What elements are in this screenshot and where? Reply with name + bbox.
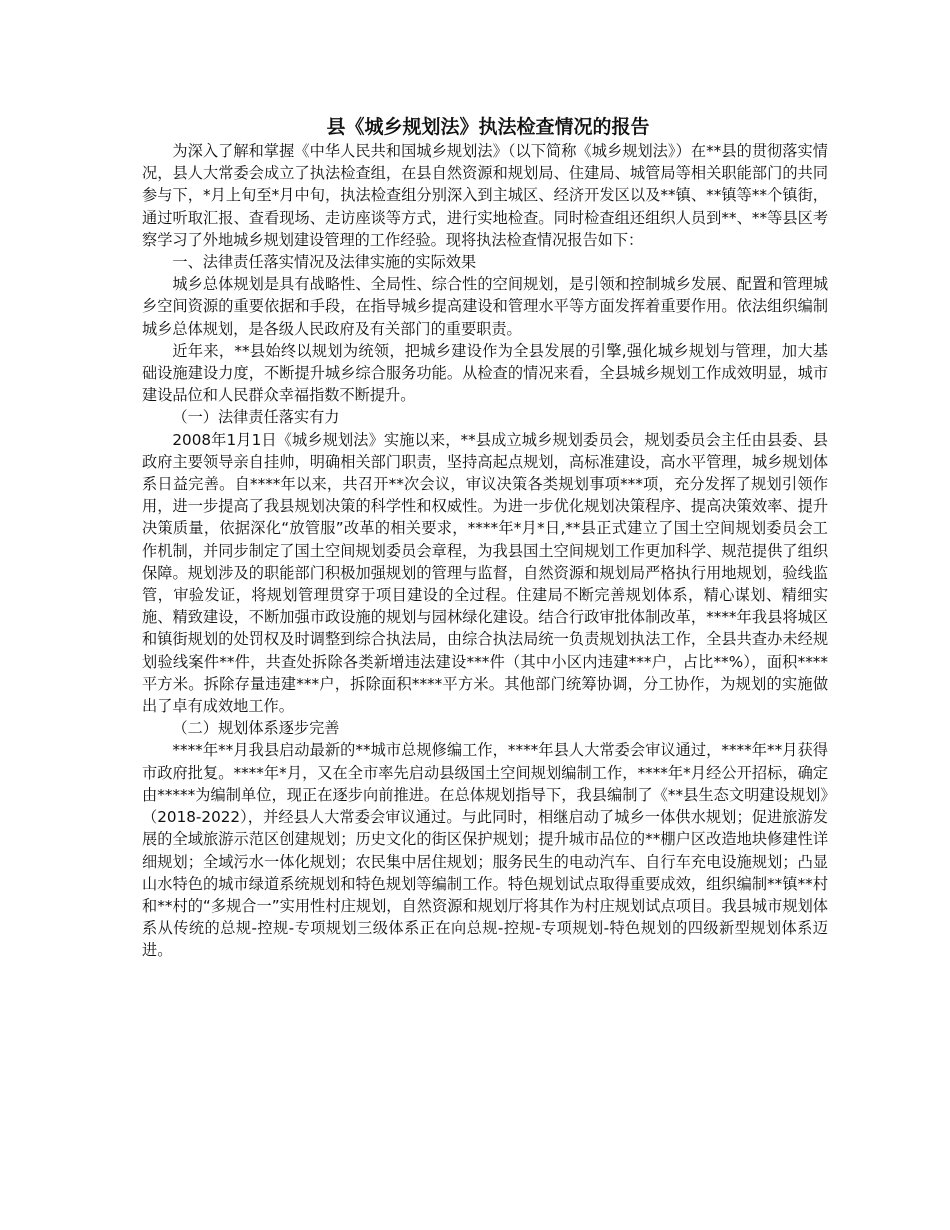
body-paragraph: ****年**月我县启动最新的**城市总规修编工作，****年县人大常委会审议通过，****年**月获得市政府批复。****年*月，又在全市率先启动县级国土空间规划编制工作，****年*月经公开招标，确定由*****为编制单位，现正在逐步向前推进。在总体规划指导下，我县编制了《**县生态文明建设规划》（2018-2022），并经县人大常委会审议通过。与此同时，相继启动了城乡一体供水规划；促进旅游发展的全域旅游示范区创建规划；历史文化的街区保护规划；提升城市品位的**棚户区改造地块修建性详细规划；全域污水一体化规划；农民集中居住规划；服务民生的电动汽车、自行车充电设施规划；凸显山水特色的城市绿道系统规划和特色规划等编制工作。特色规划试点取得重要成效，组织编制**镇**村和**村的“多规合一”实用性村庄规划，自然资源和规划厅将其作为村庄规划试点项目。我县城市规划体系从传统的总规-控规-专项规划三级体系正在向总规-控规-专项规划-特色规划的四级新型规划体系迈进。 — [142, 741, 829, 960]
body-paragraph: 城乡总体规划是具有战略性、全局性、综合性的空间规划，是引领和控制城乡发展、配置和管理城乡空间资源的重要依据和手段，在指导城乡提高建设和管理水平等方面发挥着重要作用。依法组织编制城乡总体规划，是各级人民政府及有关部门的重要职责。 — [142, 275, 828, 338]
intro-paragraph: 为深入了解和掌握《中华人民共和国城乡规划法》（以下简称《城乡规划法》）在**县的贯彻落实情况，县人大常委会成立了执法检查组，在县自然资源和规划局、住建局、城管局等相关职能部门的共同参与下，*月上旬至*月中旬，执法检查组分别深入到主城区、经济开发区以及**镇、**镇等**个镇街，通过听取汇报、查看现场、走访座谈等方式，进行实地检查。同时检查组还组织人员到**、**等县区考察学习了外地城乡规划建设管理的工作经验。现将执法检查情况报告如下： — [142, 142, 828, 249]
body-paragraph: 2008年1月1日《城乡规划法》实施以来，**县成立城乡规划委员会，规划委员会主任由县委、县政府主要领导亲自挂帅，明确相关部门职责，坚持高起点规划，高标准建设，高水平管理，城乡规划体系日益完善。自****年以来，共召开**次会议，审议决策各类规划事项***项，充分发挥了规划引领作用，进一步提高了我县规划决策的科学性和权威性。为进一步优化规划决策程序、提高决策效率、提升决策质量，依据深化“放管服”改革的相关要求，****年*月*日,**县正式建立了国土空间规划委员会工作机制，并同步制定了国土空间规划委员会章程，为我县国土空间规划工作更加科学、规范提供了组织保障。规划涉及的职能部门积极加强规划的管理与监督，自然资源和规划局严格执行用地规划，验线监管，审验发证，将规划管理贯穿于项目建设的全过程。住建局不断完善规划体系，精心谋划、精细实施、精致建设，不断加强市政设施的规划与园林绿化建设。结合行政审批体制改革，****年我县将城区和镇街规划的处罚权及时调整到综合执法局，由综合执法局统一负责规划执法工作，全县共查办未经规划验线案件**件，共查处拆除各类新增违法建设***件（其中小区内违建***户，占比**%），面积****平方米。拆除存量违建***户，拆除面积****平方米。其他部门统筹协调，分工协作，为规划的实施做出了卓有成效地工作。 — [142, 430, 828, 716]
body-paragraph: 近年来，**县始终以规划为统领，把城乡建设作为全县发展的引擎,强化城乡规划与管理，加大基础设施建设力度，不断提升城乡综合服务功能。从检查的情况来看，全县城乡规划工作成效明显，城市建设品位和人民群众幸福指数不断提升。 — [142, 341, 828, 405]
subsection-heading-2: （二）规划体系逐步完善 — [172, 719, 340, 738]
section-heading-1: 一、法律责任落实情况及法律实施的实际效果 — [172, 253, 477, 272]
document-page — [142, 114, 828, 962]
subsection-heading-1: （一）法律责任落实有力 — [172, 408, 340, 427]
document-title: 县《城乡规划法》执法检查情况的报告 — [326, 116, 650, 138]
